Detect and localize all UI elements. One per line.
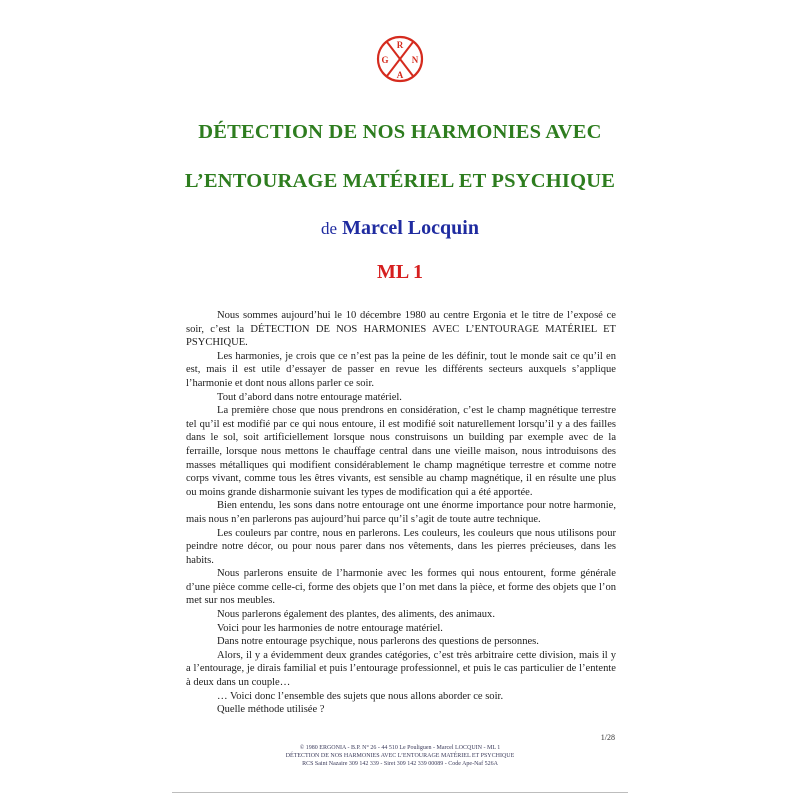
paragraph: Les couleurs par contre, nous en parlerons. Les couleurs, les couleurs que nous utilisons pour peindre notre décor, ou pour nous parer dans nos vêtements, dans les pierres précieuses, dans les habits. <box>186 527 616 566</box>
paragraph: Nous sommes aujourd’hui le 10 décembre 1980 au centre Ergonia et le titre de l’exposé ce soir, c’est la DÉTECTION DE NOS HARMONIES AVEC L’ENTOURAGE MATÉRIEL ET PSYCHIQUE. <box>186 310 616 349</box>
author-line <box>0 217 800 240</box>
paragraph: Bien entendu, les sons dans notre entourage ont une énorme importance pour notre harmonie, mais nous n’en parlerons pas aujourd’hui parce qu’il s’agit de toute autre technique. <box>186 500 616 525</box>
paragraph: Voici pour les harmonies de notre entourage matériel. <box>217 622 443 634</box>
body-text <box>186 309 616 717</box>
ergonia-logo-icon <box>375 34 425 84</box>
logo-letter-n: N <box>411 55 419 65</box>
paragraph: Nous parlerons également des plantes, des aliments, des animaux. <box>217 609 495 621</box>
paragraph: Quelle méthode utilisée ? <box>217 704 325 716</box>
ergonia-logo-svg <box>375 34 425 84</box>
footer-line-2: DÉTECTION DE NOS HARMONIES AVEC L’ENTOURAGE MATÉRIEL ET PSYCHIQUE <box>285 753 515 759</box>
author-name: Marcel Locquin <box>342 217 479 239</box>
paragraph: Tout d’abord dans notre entourage matériel. <box>217 391 402 403</box>
logo-letter-g: G <box>381 55 389 65</box>
paragraph: Nous parlerons ensuite de l’harmonie avec les formes qui nous entourent, forme générale d’une pièce comme celle-ci, forme des objets que l’on met dans la pièce, et forme des objets que l’on met sur nos meubles. <box>186 568 616 607</box>
document-title-line-2: L’ENTOURAGE MATÉRIEL ET PSYCHIQUE <box>184 170 616 192</box>
paragraph: Alors, il y a évidemment deux grandes catégories, c’est très arbitraire cette division, mais il y a l’entourage, je dirais familial et puis l’entourage professionnel, et puis le cas particulier de l’entente à deux dans un couple… <box>186 649 616 689</box>
document-code: ML 1 <box>376 261 424 283</box>
logo-letter-r: R <box>396 40 404 50</box>
paragraph: Les harmonies, je crois que ce n’est pas la peine de les définir, tout le monde sait ce qu’il en est, mais il est utile d’essayer de passer en revue les différents secteurs auxquels s’applique l’harmonie et dont nous allons parler ce soir. <box>186 350 616 389</box>
paragraph: Dans notre entourage psychique, nous parlerons des questions de personnes. <box>217 636 539 648</box>
paragraph: … Voici donc l’ensemble des sujets que nous allons aborder ce soir. <box>217 690 504 702</box>
footer-line-3: RCS Saint Nazaire 309 142 339 - Siret 309 142 339 00089 - Code Ape-Naf 526A <box>302 761 498 767</box>
logo-letter-a: A <box>396 70 404 80</box>
footer-line-1: © 1980 ERGONIA - B.P. N° 26 - 44 510 Le Pouliguen - Marcel LOCQUIN - ML 1 <box>299 745 501 751</box>
author-prefix: de <box>321 219 338 238</box>
page-number: 1/28 <box>600 733 615 742</box>
bottom-divider <box>172 792 628 793</box>
document-title-line-1: DÉTECTION DE NOS HARMONIES AVEC <box>198 121 602 143</box>
paragraph: La première chose que nous prendrons en considération, c’est le champ magnétique terrestre tel qu’il est modifié par ce qui nous entoure, il est modifié soit naturellement lorsqu’il y a des failles dans le sol, soit artificiellement lorsque nous construisons un building par exemple avec de la ferraille, lorsque nous mettons le chauffage central dans une vieille maison, nous introduisons des masses métalliques qui modifient considérablement le champ magnétique terrestre et comme notre corps vivant, comme tous les êtres vivants, est sensible au champ magnétique, il en résulte une plus ou moins grande disharmonie suivant les types de modification qui a été apportée. <box>186 405 616 498</box>
